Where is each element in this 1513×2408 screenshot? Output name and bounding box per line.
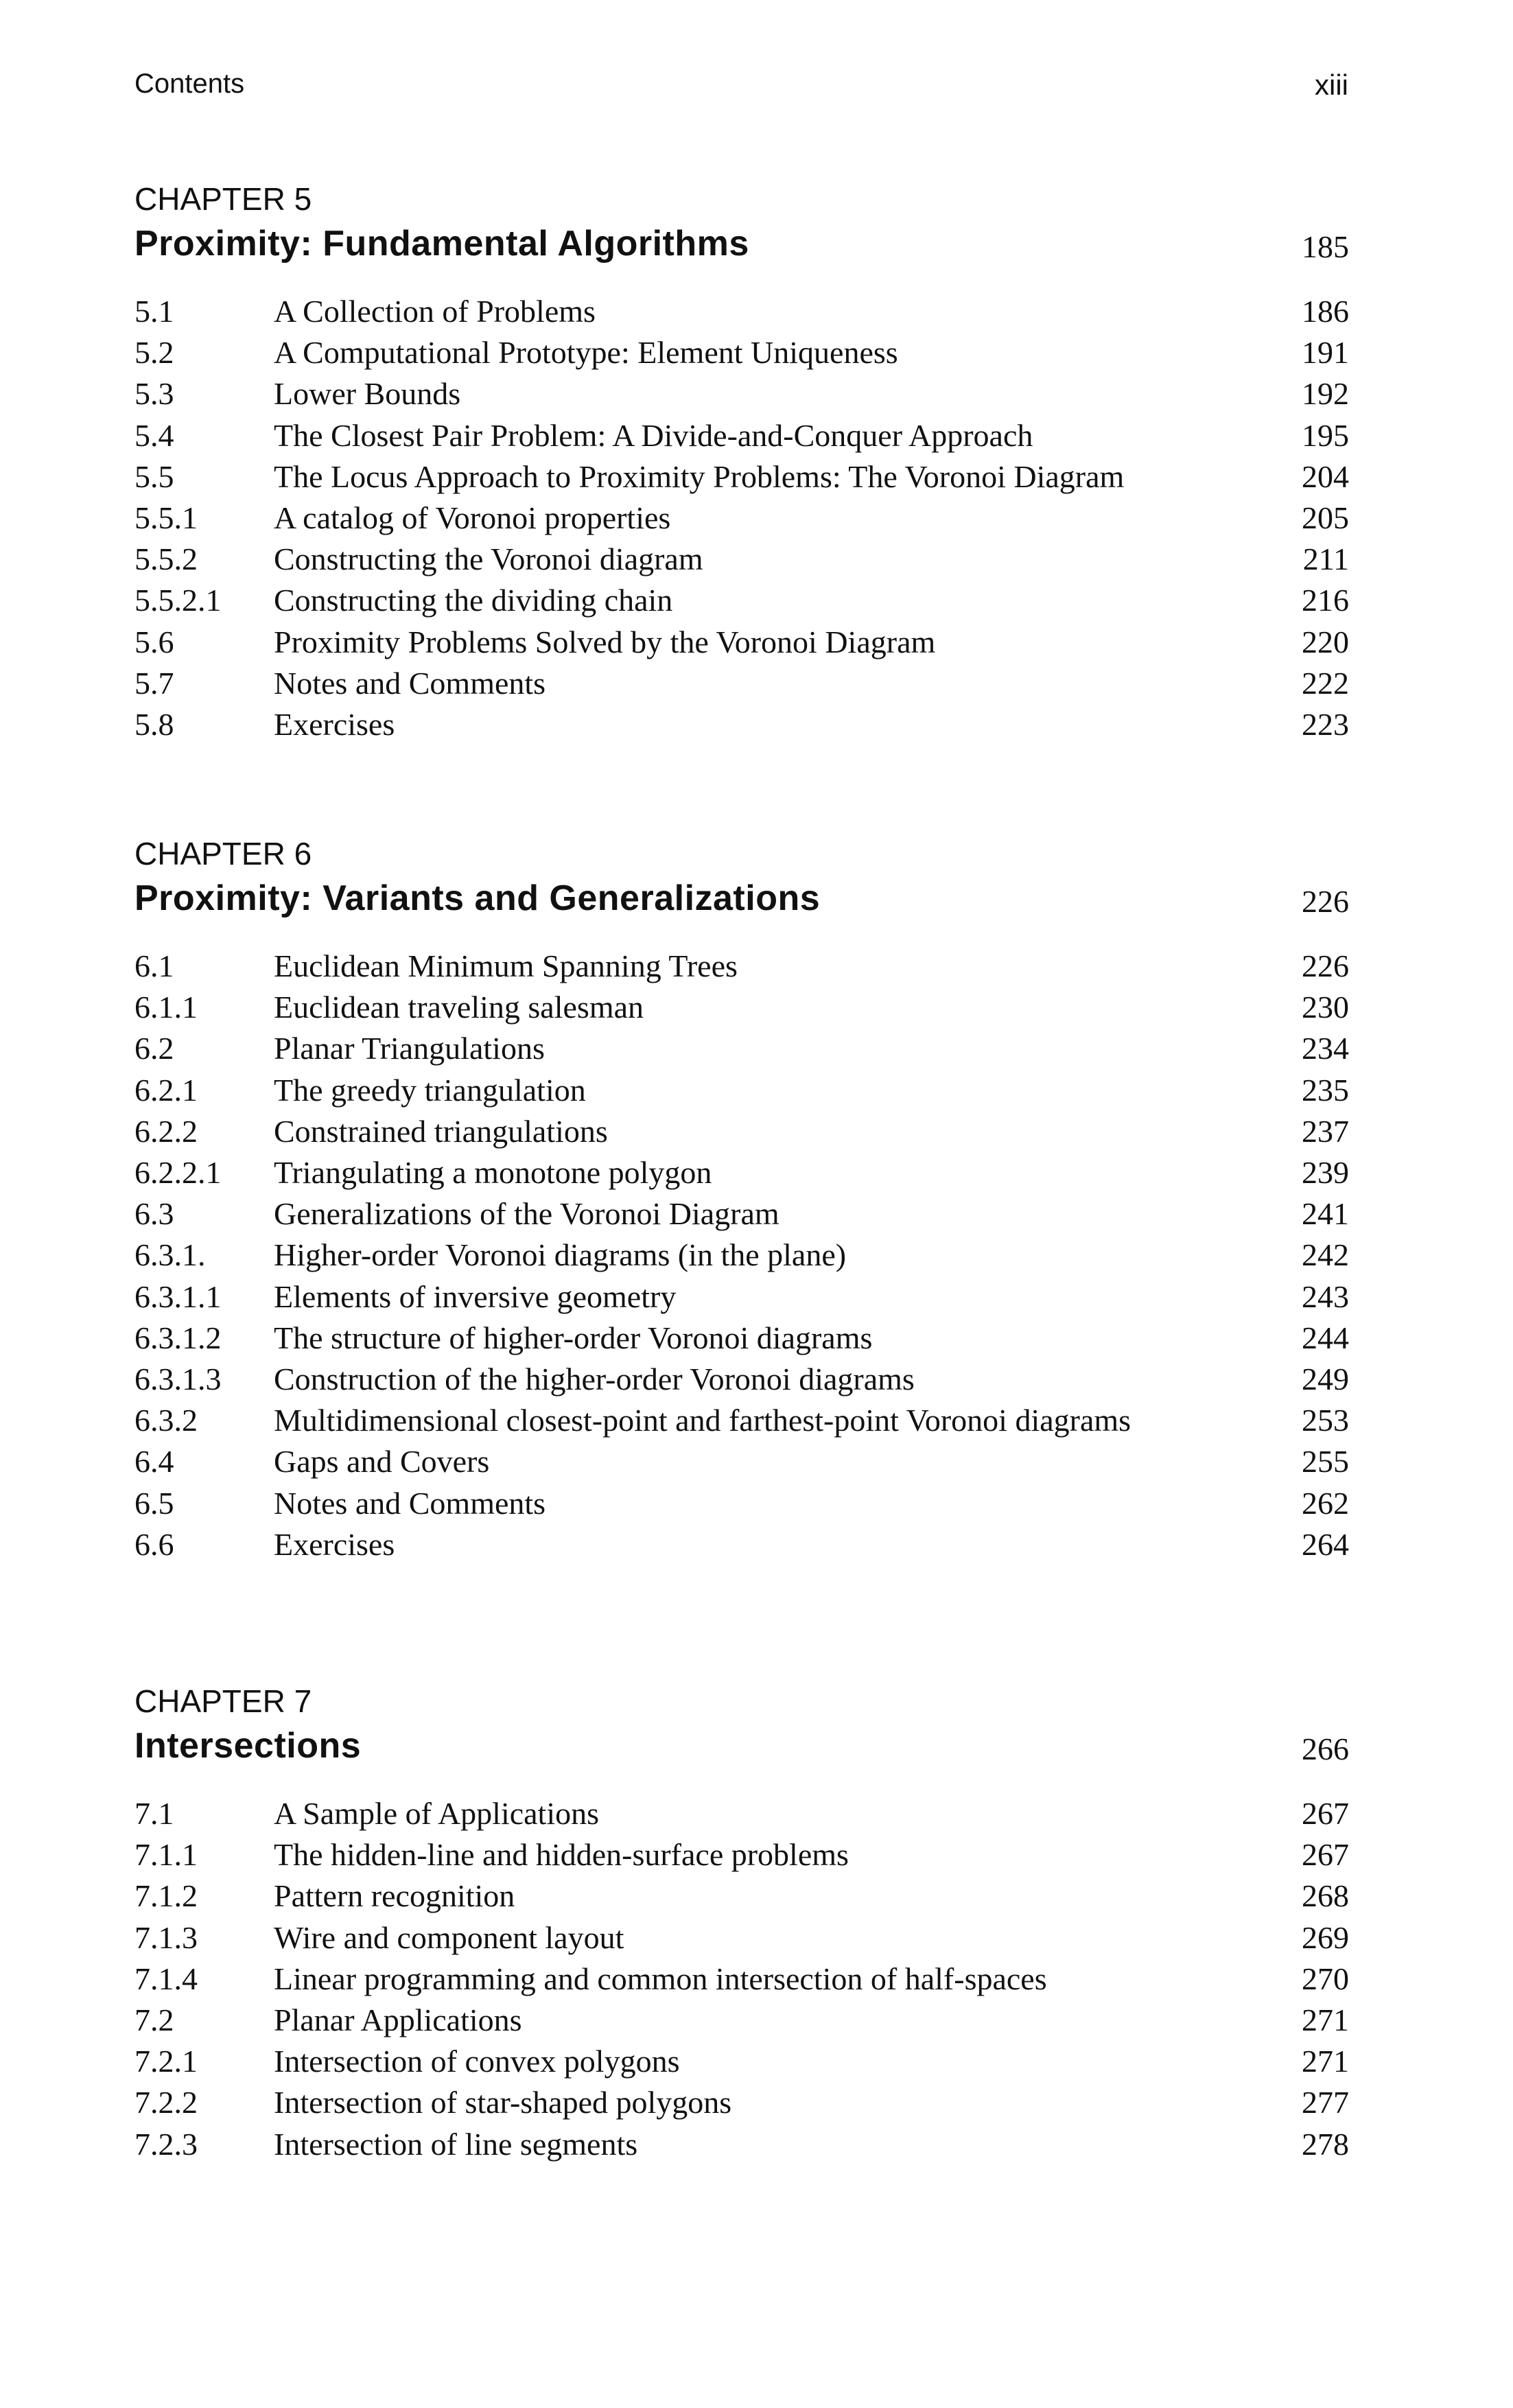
toc-entry[interactable] (134, 1524, 1349, 1565)
section-page-number: 277 (1302, 2085, 1349, 2120)
section-number: 5.5.1 (134, 500, 198, 536)
chapter-page-number: 266 (1302, 1731, 1349, 1766)
section-title: The greedy triangulation (274, 1072, 586, 1108)
section-number: 7.2.3 (134, 2126, 198, 2162)
chapter-heading-link[interactable] (134, 1723, 1349, 1773)
section-page-number: 192 (1302, 376, 1349, 412)
toc-entry[interactable] (134, 2124, 1349, 2165)
section-title: Constructing the Voronoi diagram (274, 541, 703, 577)
section-title: Generalizations of the Voronoi Diagram (274, 1196, 779, 1232)
toc-entry[interactable] (134, 1441, 1349, 1482)
toc-entry[interactable] (134, 1235, 1349, 1276)
section-number: 6.3 (134, 1196, 174, 1232)
chapter-title: Proximity: Variants and Generalizations (134, 878, 821, 918)
section-page-number: 205 (1302, 500, 1349, 536)
section-number: 6.6 (134, 1526, 174, 1562)
section-number: 7.1.1 (134, 1837, 198, 1873)
toc-entry[interactable] (134, 2000, 1349, 2041)
section-number: 7.2 (134, 2002, 174, 2038)
section-title: The Closest Pair Problem: A Divide-and-Conquer Approach (274, 417, 1033, 453)
toc-entry[interactable] (134, 1793, 1349, 1834)
section-number: 6.1.1 (134, 990, 198, 1025)
section-page-number: 253 (1302, 1403, 1349, 1438)
section-number: 6.2.1 (134, 1072, 198, 1108)
chapter-title: Proximity: Fundamental Algorithms (134, 224, 749, 264)
toc-entry[interactable] (134, 1193, 1349, 1235)
section-title: Exercises (274, 707, 395, 743)
toc-entry[interactable] (134, 1400, 1349, 1441)
section-page-number: 267 (1302, 1837, 1349, 1873)
toc-entry[interactable] (134, 1875, 1349, 1917)
toc-entry[interactable] (134, 946, 1349, 987)
toc-entry[interactable] (134, 1834, 1349, 1875)
toc-entry[interactable] (134, 1070, 1349, 1111)
section-title: Multidimensional closest-point and farthest-point Voronoi diagrams (274, 1403, 1131, 1438)
section-page-number: 267 (1302, 1796, 1349, 1831)
section-number: 6.3.1. (134, 1237, 206, 1273)
section-number: 5.7 (134, 665, 174, 701)
toc-entry[interactable] (134, 539, 1349, 580)
section-title: Lower Bounds (274, 376, 461, 412)
section-page-number: 223 (1302, 707, 1349, 743)
section-title: Proximity Problems Solved by the Voronoi Diagram (274, 624, 936, 659)
toc-entry[interactable] (134, 332, 1349, 373)
page-number: xiii (1315, 69, 1348, 101)
section-title: Planar Triangulations (274, 1031, 545, 1066)
toc-entry[interactable] (134, 1917, 1349, 1959)
section-title: Planar Applications (274, 2002, 522, 2038)
toc-entry[interactable] (134, 1318, 1349, 1359)
section-number: 5.2 (134, 335, 174, 371)
section-title: The Locus Approach to Proximity Problems: The Voronoi Diagram (274, 458, 1125, 494)
section-title: A Computational Prototype: Element Uniqueness (274, 335, 898, 371)
section-page-number: 226 (1302, 948, 1349, 983)
chapter-label: CHAPTER 6 (134, 836, 312, 872)
section-title: Euclidean traveling salesman (274, 990, 644, 1025)
section-title: Pattern recognition (274, 1878, 515, 1914)
section-number: 6.3.1.2 (134, 1320, 222, 1355)
section-page-number: 235 (1302, 1072, 1349, 1108)
section-page-number: 241 (1302, 1196, 1349, 1232)
section-page-number: 204 (1302, 458, 1349, 494)
chapter-label: CHAPTER 7 (134, 1683, 312, 1719)
section-page-number: 268 (1302, 1878, 1349, 1914)
toc-entry[interactable] (134, 291, 1349, 332)
chapter-page-number: 226 (1302, 884, 1349, 919)
toc-entry[interactable] (134, 622, 1349, 663)
section-number: 6.2 (134, 1031, 174, 1066)
toc-entry[interactable] (134, 1276, 1349, 1318)
section-page-number: 243 (1302, 1278, 1349, 1314)
section-number: 7.1.2 (134, 1878, 198, 1914)
section-title: Intersection of convex polygons (274, 2044, 680, 2079)
toc-entry[interactable] (134, 498, 1349, 539)
section-title: A catalog of Voronoi properties (274, 500, 671, 536)
section-title: The structure of higher-order Voronoi diagrams (274, 1320, 873, 1355)
section-page-number: 270 (1302, 1961, 1349, 1996)
section-number: 5.1 (134, 294, 174, 329)
section-page-number: 255 (1302, 1444, 1349, 1480)
section-page-number: 264 (1302, 1526, 1349, 1562)
section-page-number: 271 (1302, 2002, 1349, 2038)
section-page-number: 216 (1302, 583, 1349, 618)
section-number: 5.4 (134, 417, 174, 453)
section-page-number: 244 (1302, 1320, 1349, 1355)
toc-entry[interactable] (134, 580, 1349, 621)
toc-entry[interactable] (134, 2041, 1349, 2082)
section-page-number: 222 (1302, 665, 1349, 701)
section-page-number: 220 (1302, 624, 1349, 659)
section-list (134, 291, 1349, 745)
toc-entry[interactable] (134, 987, 1349, 1028)
section-page-number: 191 (1302, 335, 1349, 371)
section-title: Notes and Comments (274, 1485, 546, 1521)
section-number: 7.1.4 (134, 1961, 198, 1996)
toc-entry[interactable] (134, 373, 1349, 414)
section-page-number: 230 (1302, 990, 1349, 1025)
section-page-number: 234 (1302, 1031, 1349, 1066)
chapter-label: CHAPTER 5 (134, 181, 312, 217)
toc-entry[interactable] (134, 663, 1349, 704)
section-page-number: 242 (1302, 1237, 1349, 1273)
section-page-number: 239 (1302, 1155, 1349, 1191)
section-title: Euclidean Minimum Spanning Trees (274, 948, 738, 983)
section-title: Triangulating a monotone polygon (274, 1155, 712, 1191)
section-number: 5.5.2 (134, 541, 198, 577)
chapter-heading-link[interactable] (134, 221, 1349, 270)
section-title: Intersection of star-shaped polygons (274, 2085, 732, 2120)
toc-entry[interactable] (134, 2082, 1349, 2123)
toc-entry[interactable] (134, 1111, 1349, 1152)
section-title: A Sample of Applications (274, 1796, 600, 1831)
chapter-section (134, 834, 1349, 1565)
toc-entry[interactable] (134, 456, 1349, 498)
section-page-number: 195 (1302, 417, 1349, 453)
section-page-number: 249 (1302, 1361, 1349, 1397)
section-title: Notes and Comments (274, 665, 546, 701)
chapter-section (134, 180, 1349, 745)
section-page-number: 211 (1302, 541, 1349, 577)
section-number: 6.4 (134, 1444, 174, 1480)
section-title: The hidden-line and hidden-surface problems (274, 1837, 849, 1873)
section-page-number: 271 (1302, 2044, 1349, 2079)
chapter-section (134, 1682, 1349, 2165)
section-title: Constructing the dividing chain (274, 583, 673, 618)
section-title: Higher-order Voronoi diagrams (in the plane) (274, 1237, 847, 1273)
section-list (134, 1793, 1349, 2165)
section-page-number: 262 (1302, 1485, 1349, 1521)
section-list (134, 946, 1349, 1565)
section-title: Constrained triangulations (274, 1113, 608, 1149)
section-number: 7.2.2 (134, 2085, 198, 2120)
section-number: 5.5 (134, 458, 174, 494)
section-page-number: 186 (1302, 294, 1349, 329)
section-number: 5.3 (134, 376, 174, 412)
section-number: 6.2.2 (134, 1113, 198, 1149)
section-number: 5.5.2.1 (134, 583, 222, 618)
section-title: Gaps and Covers (274, 1444, 490, 1480)
section-number: 6.5 (134, 1485, 174, 1521)
section-number: 6.3.1.1 (134, 1278, 222, 1314)
chapter-page-number: 185 (1302, 229, 1349, 264)
toc-entry[interactable] (134, 1152, 1349, 1193)
section-number: 6.3.1.3 (134, 1361, 222, 1397)
running-head (134, 69, 1348, 103)
section-number: 5.8 (134, 707, 174, 743)
running-head-title: Contents (134, 69, 245, 99)
section-title: Wire and component layout (274, 1919, 624, 1955)
section-number: 6.2.2.1 (134, 1155, 222, 1191)
section-number: 6.3.2 (134, 1403, 198, 1438)
section-page-number: 237 (1302, 1113, 1349, 1149)
toc-entry[interactable] (134, 415, 1349, 456)
section-title: A Collection of Problems (274, 294, 596, 329)
section-number: 7.1.3 (134, 1919, 198, 1955)
section-page-number: 269 (1302, 1919, 1349, 1955)
toc-entry[interactable] (134, 1028, 1349, 1069)
section-number: 7.2.1 (134, 2044, 198, 2079)
toc-entry[interactable] (134, 1359, 1349, 1400)
section-number: 5.6 (134, 624, 174, 659)
section-title: Elements of inversive geometry (274, 1278, 677, 1314)
section-number: 6.1 (134, 948, 174, 983)
section-title: Construction of the higher-order Voronoi diagrams (274, 1361, 915, 1397)
toc-entry[interactable] (134, 1483, 1349, 1524)
section-title: Linear programming and common intersection of half-spaces (274, 1961, 1047, 1996)
section-page-number: 278 (1302, 2126, 1349, 2162)
section-title: Intersection of line segments (274, 2126, 638, 2162)
chapter-title: Intersections (134, 1726, 362, 1766)
section-number: 7.1 (134, 1796, 174, 1831)
toc-entry[interactable] (134, 704, 1349, 745)
section-title: Exercises (274, 1526, 395, 1562)
chapter-heading-link[interactable] (134, 876, 1349, 925)
toc-entry[interactable] (134, 1959, 1349, 2000)
